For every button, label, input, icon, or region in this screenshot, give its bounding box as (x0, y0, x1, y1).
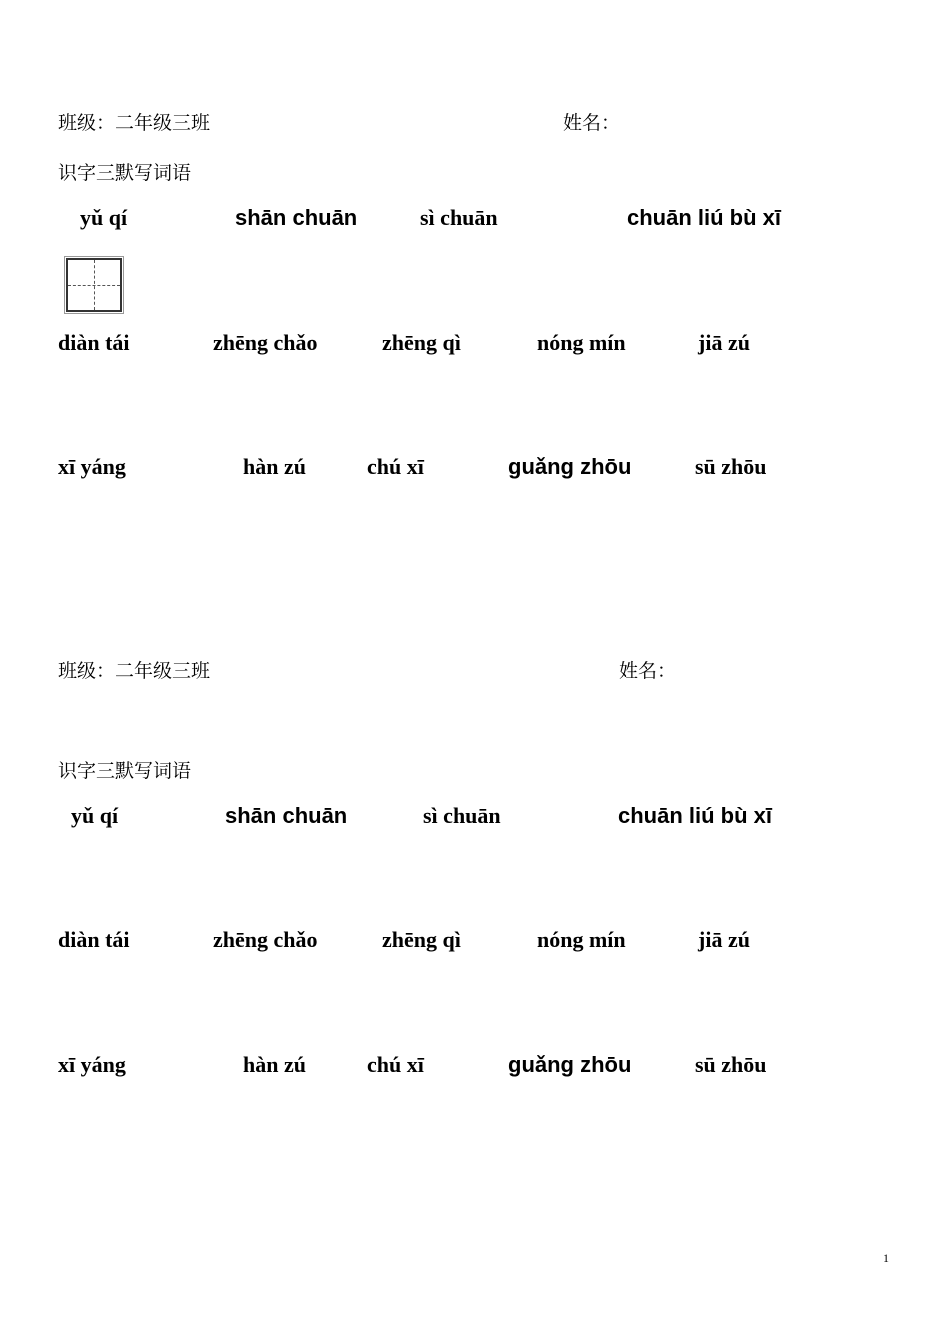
pinyin-word: sū zhōu (695, 454, 767, 479)
pinyin-word: diàn tái (58, 927, 130, 952)
pinyin-word: shān chuān (235, 205, 358, 230)
pinyin-word: chuān liú bù xī (618, 803, 773, 828)
pinyin-word: chuān liú bù xī (627, 205, 782, 230)
pinyin-word: chú xī (367, 1052, 424, 1077)
pinyin-word: zhēng qì (382, 927, 461, 952)
pinyin-word: guǎng zhōu (508, 454, 632, 479)
pinyin-word: yǔ qí (71, 803, 119, 828)
pinyin-word: xī yáng (58, 1052, 126, 1077)
name-label: 姓名： (619, 660, 677, 682)
worksheet-title: 识字三默写词语 (58, 760, 192, 782)
pinyin-word: jiā zú (698, 330, 750, 355)
page-number: 1 (883, 1251, 889, 1265)
class-label: 班级：二年级三班 (58, 112, 211, 134)
pinyin-word: hàn zú (243, 454, 306, 479)
pinyin-word: diàn tái (58, 330, 130, 355)
pinyin-word: guǎng zhōu (508, 1052, 632, 1077)
pinyin-word: hàn zú (243, 1052, 306, 1077)
pinyin-word: zhēng qì (382, 330, 461, 355)
pinyin-word: sì chuān (420, 205, 498, 230)
pinyin-word: xī yáng (58, 454, 126, 479)
pinyin-word: yǔ qí (80, 205, 128, 230)
pinyin-word: nóng mín (537, 330, 626, 355)
pinyin-word: chú xī (367, 454, 424, 479)
pinyin-word: shān chuān (225, 803, 348, 828)
pinyin-word: sì chuān (423, 803, 501, 828)
pinyin-word: zhēng chǎo (213, 927, 318, 952)
name-label: 姓名： (563, 112, 621, 134)
worksheet-title: 识字三默写词语 (58, 162, 192, 184)
pinyin-word: nóng mín (537, 927, 626, 952)
writing-grid-box (66, 258, 122, 312)
pinyin-word: sū zhōu (695, 1052, 767, 1077)
class-label: 班级：二年级三班 (58, 660, 211, 682)
pinyin-word: jiā zú (698, 927, 750, 952)
pinyin-word: zhēng chǎo (213, 330, 318, 355)
